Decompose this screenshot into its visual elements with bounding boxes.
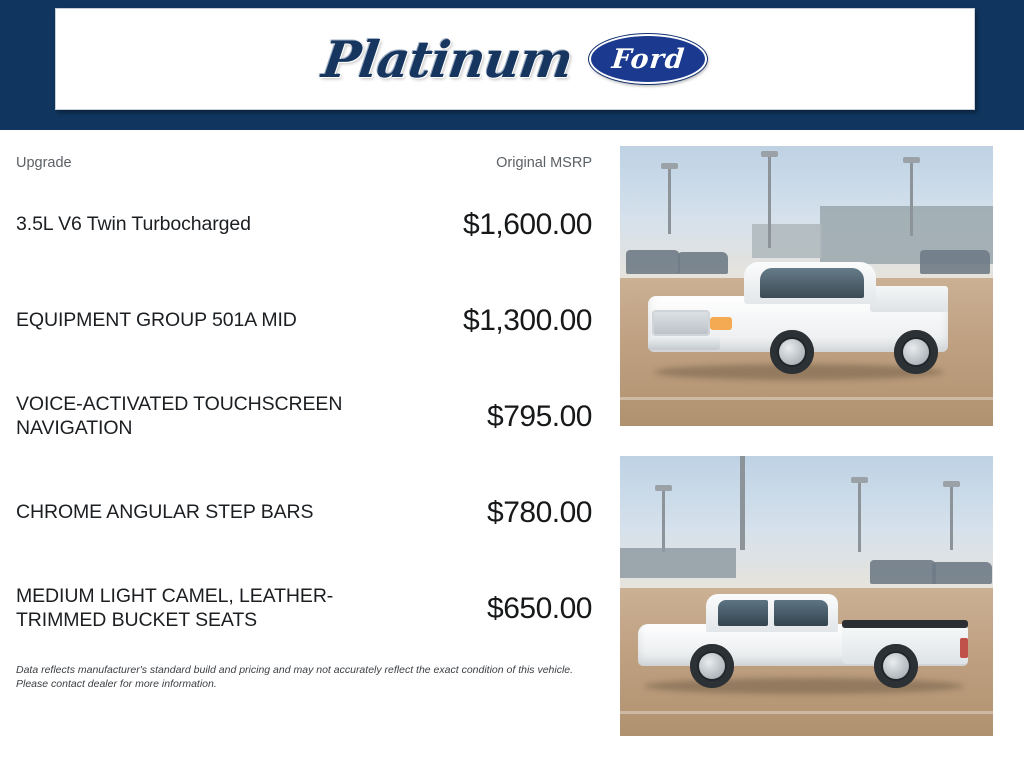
background-building (620, 548, 736, 578)
light-pole (768, 156, 771, 248)
table-row (16, 369, 594, 465)
dealer-logo-plate (55, 8, 975, 110)
truck-headlight (710, 317, 732, 330)
upgrades-table (0, 130, 608, 768)
light-pole (740, 456, 745, 550)
truck-bumper (648, 337, 720, 350)
upgrade-price: $1,600.00 (463, 208, 592, 241)
upgrade-label: 3.5L V6 Twin Turbocharged (16, 213, 251, 236)
upgrade-label: EQUIPMENT GROUP 501A MID (16, 309, 297, 332)
table-row (16, 561, 594, 657)
truck-shadow (644, 678, 964, 694)
upgrade-label: CHROME ANGULAR STEP BARS (16, 501, 314, 524)
truck-bed (870, 286, 948, 312)
vehicle-photo-column (620, 146, 1010, 736)
table-body (16, 177, 594, 657)
truck-wheel-front (770, 330, 814, 374)
upgrade-price: $1,300.00 (463, 304, 592, 337)
truck-bed-rail (842, 620, 968, 628)
truck-taillight (960, 638, 968, 658)
table-row (16, 177, 594, 273)
lot-stripe (620, 397, 993, 400)
vehicle-photo-side-profile (620, 456, 993, 736)
disclaimer-text: Data reflects manufacturer's standard build and pricing and may not accurately reflect the exact condition of this vehicle. Please contact dealer for more information. (16, 664, 574, 691)
truck-rear-window (774, 600, 828, 626)
light-pole (910, 162, 913, 236)
table-row (16, 273, 594, 369)
upgrade-label: VOICE-ACTIVATED TOUCHSCREEN NAVIGATION (16, 393, 343, 439)
truck-front-window (718, 600, 768, 626)
truck-wheel-rear (894, 330, 938, 374)
header-band (0, 0, 1024, 130)
ford-oval-icon (589, 34, 707, 84)
upgrade-price: $795.00 (487, 400, 592, 433)
column-header-upgrade: Upgrade (16, 155, 72, 171)
content-area (0, 130, 1024, 768)
upgrade-label: MEDIUM LIGHT CAMEL, LEATHER-TRIMMED BUCKET SEATS (16, 585, 334, 631)
light-pole (662, 490, 665, 552)
truck-wheel-front (690, 644, 734, 688)
upgrade-price: $650.00 (487, 592, 592, 625)
dealer-logo (318, 29, 708, 89)
ford-oval-label: Ford (610, 43, 687, 75)
table-header-row (16, 155, 594, 171)
dealer-name-script: Platinum (318, 29, 576, 89)
truck-front-three-quarter (648, 254, 948, 374)
background-building (752, 224, 822, 258)
upgrade-price: $780.00 (487, 496, 592, 529)
truck-windshield (760, 268, 864, 298)
truck-wheel-rear (874, 644, 918, 688)
truck-grille (652, 310, 710, 336)
lot-stripe (620, 711, 993, 714)
light-pole (858, 482, 861, 552)
light-pole (950, 486, 953, 550)
light-pole (668, 168, 671, 234)
truck-side-profile (638, 576, 968, 688)
column-header-msrp: Original MSRP (496, 155, 592, 171)
vehicle-photo-front-three-quarter (620, 146, 993, 426)
table-row (16, 465, 594, 561)
